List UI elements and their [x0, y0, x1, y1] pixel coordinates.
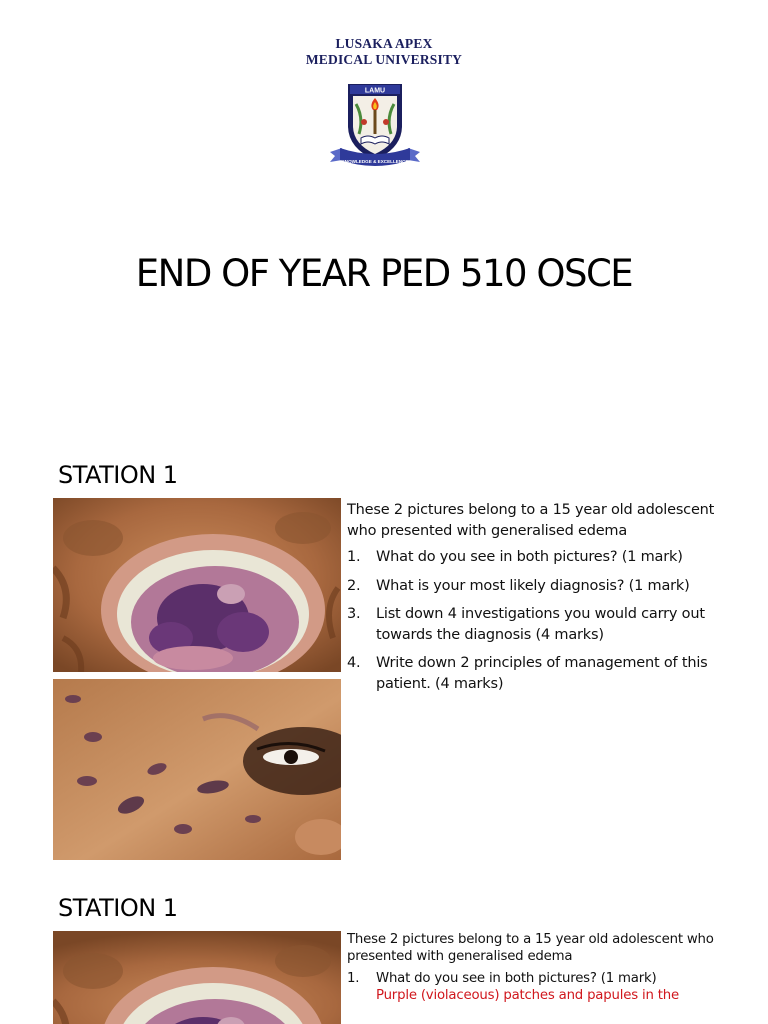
- university-header: [0, 36, 768, 68]
- question-number: 2.: [347, 577, 361, 594]
- question-text: List down 4 investigations you would carry out towards the diagnosis (4 marks): [376, 606, 705, 643]
- case-intro-text: These 2 pictures belong to a 15 year old adolescent who presented with generalised edema: [347, 502, 715, 539]
- question-number: 3.: [347, 606, 361, 622]
- university-crest-logo: [326, 78, 424, 170]
- oral-lesion-photo: [53, 931, 341, 1024]
- station-title: STATION 1: [58, 461, 178, 489]
- station-title: STATION 1: [58, 894, 178, 922]
- list-item: [347, 547, 717, 568]
- oral-lesion-photo: [53, 498, 341, 672]
- university-name-line2: MEDICAL UNIVERSITY: [305, 52, 463, 67]
- station-question-block: [347, 932, 717, 1008]
- answer-text: Purple (violaceous) patches and papules in the: [376, 987, 679, 1003]
- svg-text:KNOWLEDGE & EXCELLENCE: KNOWLEDGE & EXCELLENCE: [341, 159, 409, 164]
- university-name-line1: LUSAKA APEX: [335, 36, 433, 51]
- question-number: 1.: [347, 971, 360, 987]
- question-list: [347, 971, 717, 1004]
- question-list: [347, 547, 717, 694]
- page-title: END OF YEAR PED 510 OSCE: [135, 252, 633, 295]
- station-question-block: [347, 500, 717, 702]
- question-text: What is your most likely diagnosis? (1 mark): [376, 577, 690, 594]
- svg-text:LAMU: LAMU: [364, 87, 386, 95]
- question-text: What do you see in both pictures? (1 mark): [376, 549, 683, 565]
- facial-lesion-photo: [53, 679, 341, 860]
- case-intro-text: These 2 pictures belong to a 15 year old adolescent who presented with generalised edema: [347, 932, 714, 964]
- question-number: 4.: [347, 655, 361, 671]
- list-item: [347, 604, 717, 645]
- question-text: What do you see in both pictures? (1 mark): [376, 971, 657, 987]
- question-text: Write down 2 principles of management of this patient. (4 marks): [376, 655, 708, 692]
- list-item: [347, 576, 717, 597]
- list-item: [347, 971, 717, 1004]
- list-item: [347, 653, 717, 694]
- question-body: [376, 971, 717, 1004]
- question-number: 1.: [347, 549, 361, 565]
